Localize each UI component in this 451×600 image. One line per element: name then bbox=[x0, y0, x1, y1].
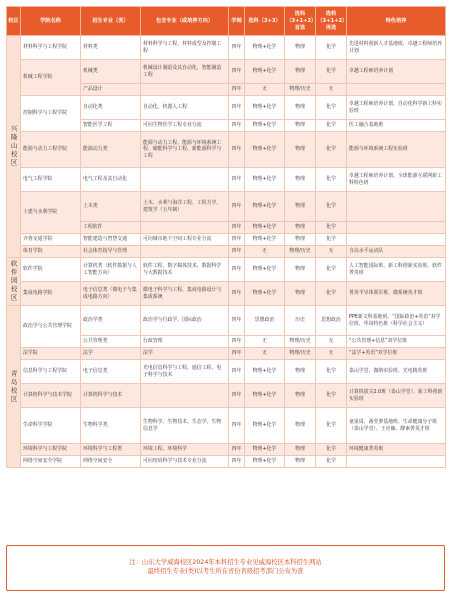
training-cell: 环境健康菁英班 bbox=[347, 444, 446, 456]
first-choice-cell: 物理 bbox=[285, 192, 316, 222]
subjects-cell: 无 bbox=[245, 348, 285, 360]
subjects-cell: 无 bbox=[245, 84, 285, 96]
second-choice-cell: 思想政治 bbox=[316, 306, 347, 336]
major-cell: 机械类 bbox=[81, 60, 141, 84]
footnote-box bbox=[6, 545, 445, 591]
duration-cell: 四年 bbox=[229, 384, 245, 408]
first-choice-cell: 物理 bbox=[285, 282, 316, 306]
major-cell: 计算机科学与技术 bbox=[81, 384, 141, 408]
first-choice-cell: 物理/历史 bbox=[285, 336, 316, 348]
header-first-choice: 选科（3+1+2）首选 bbox=[285, 7, 316, 36]
subjects-cell: 物理+化学 bbox=[245, 96, 285, 120]
second-choice-cell: 化学 bbox=[316, 258, 347, 282]
major-cell: 电子信息类（微电子与集成电路方向） bbox=[81, 282, 141, 306]
duration-cell: 四年 bbox=[229, 348, 245, 360]
header-special-training: 特色培养 bbox=[347, 7, 446, 36]
table-row bbox=[7, 60, 446, 84]
first-choice-cell: 物理 bbox=[285, 408, 316, 444]
first-choice-cell: 物理/历史 bbox=[285, 348, 316, 360]
table-row bbox=[7, 96, 446, 120]
table-row bbox=[7, 234, 446, 246]
major-cell: 网络空间安全 bbox=[81, 456, 141, 468]
second-choice-cell: 化学 bbox=[316, 444, 347, 456]
table-row bbox=[7, 36, 446, 60]
second-choice-cell: 化学 bbox=[316, 408, 347, 444]
subjects-cell: 物理+化学 bbox=[245, 36, 285, 60]
second-choice-cell: 化学 bbox=[316, 60, 347, 84]
training-cell bbox=[347, 234, 446, 246]
second-choice-cell: 化学 bbox=[316, 384, 347, 408]
major-cell: 社会体育指导与管理 bbox=[81, 246, 141, 258]
second-choice-cell: 化学 bbox=[316, 222, 347, 234]
duration-cell: 四年 bbox=[229, 456, 245, 468]
first-choice-cell: 物理 bbox=[285, 456, 316, 468]
first-choice-cell: 物理 bbox=[285, 120, 316, 132]
included-cell: 法学 bbox=[141, 348, 229, 360]
included-cell: 土木、水利与海洋工程、工程力学、建筑学（五年制） bbox=[141, 192, 229, 222]
training-cell: 菁英半导体领军班、微系统英才班 bbox=[347, 282, 446, 306]
footnote-line-2: 最终招生专业(类)以考生所在省份省级招考部门公布为准 bbox=[147, 568, 304, 575]
duration-cell: 四年 bbox=[229, 168, 245, 192]
table-row bbox=[7, 360, 446, 384]
subjects-cell: 物理+化学 bbox=[245, 132, 285, 168]
training-cell: 医工融合基地班 bbox=[347, 120, 446, 132]
college-cell: 机械工程学院 bbox=[21, 60, 81, 96]
major-cell: 公共管理类 bbox=[81, 336, 141, 348]
subjects-cell: 无 bbox=[245, 336, 285, 348]
college-cell: 能源与动力工程学院 bbox=[21, 132, 81, 168]
admissions-table-wrapper bbox=[6, 6, 445, 468]
table-row bbox=[7, 384, 446, 408]
subjects-cell: 物理+化学 bbox=[245, 60, 285, 84]
training-cell: 卓越工程师培养计划 bbox=[347, 60, 446, 84]
major-cell: 自动化类 bbox=[81, 96, 141, 120]
included-cell: 软件工程、数字媒体技术、数据科学与大数据技术 bbox=[141, 258, 229, 282]
included-cell bbox=[141, 168, 229, 192]
college-cell: 计算机科学与技术学院 bbox=[21, 384, 81, 408]
admissions-table bbox=[6, 6, 446, 468]
second-choice-cell: 无 bbox=[316, 84, 347, 96]
table-row bbox=[7, 306, 446, 336]
college-cell: 集成电路学院 bbox=[21, 282, 81, 306]
second-choice-cell: 化学 bbox=[316, 36, 347, 60]
header-second-choice: 选科（3+1+2）再选 bbox=[316, 7, 347, 36]
major-cell: 能源动力类 bbox=[81, 132, 141, 168]
header-campus: 校区 bbox=[7, 7, 21, 36]
first-choice-cell: 物理 bbox=[285, 222, 316, 234]
major-cell: 智能医学工程 bbox=[81, 120, 141, 132]
college-cell: 信息科学与工程学院 bbox=[21, 360, 81, 384]
college-cell: 政治学与公共管理学院 bbox=[21, 306, 81, 348]
duration-cell: 四年 bbox=[229, 336, 245, 348]
college-cell: 软件学院 bbox=[21, 258, 81, 282]
included-cell bbox=[141, 384, 229, 408]
included-cell: 材料科学与工程、材料成型及控制工程 bbox=[141, 36, 229, 60]
second-choice-cell: 化学 bbox=[316, 96, 347, 120]
college-cell: 生命科学学院 bbox=[21, 408, 81, 444]
table-row bbox=[7, 258, 446, 282]
header-college: 学院名称 bbox=[21, 7, 81, 36]
training-cell bbox=[347, 222, 446, 234]
duration-cell: 四年 bbox=[229, 246, 245, 258]
included-cell: 光电信息科学与工程、通信工程、电子科学与技术 bbox=[141, 360, 229, 384]
major-cell: 计算机类（软件数据与人工智能方向） bbox=[81, 258, 141, 282]
duration-cell: 四年 bbox=[229, 306, 245, 336]
major-cell: 法学 bbox=[81, 348, 141, 360]
table-row bbox=[7, 348, 446, 360]
college-cell: 法学院 bbox=[21, 348, 81, 360]
included-cell: 生物科学、生物技术、生态学、生物信息学 bbox=[141, 408, 229, 444]
college-cell: 体育学院 bbox=[21, 246, 81, 258]
second-choice-cell: 化学 bbox=[316, 234, 347, 246]
college-cell: 控制科学与工程学院 bbox=[21, 96, 81, 132]
training-cell: 能源与环境系统工程实验班 bbox=[347, 132, 446, 168]
header-subjects-3-3: 选科（3+3） bbox=[245, 7, 285, 36]
table-row bbox=[7, 444, 446, 456]
second-choice-cell: 化学 bbox=[316, 360, 347, 384]
major-cell: 土木类 bbox=[81, 192, 141, 222]
major-cell: 产品设计 bbox=[81, 84, 141, 96]
campus-qingdao: 青岛校区 bbox=[7, 306, 21, 468]
duration-cell: 四年 bbox=[229, 444, 245, 456]
duration-cell: 四年 bbox=[229, 222, 245, 234]
college-cell: 网络空间安全学院 bbox=[21, 456, 81, 468]
training-cell: 卓越工程师培养计划、自动化科学新工科实验班 bbox=[347, 96, 446, 120]
table-row bbox=[7, 132, 446, 168]
training-cell: “法学+英语”双学位班 bbox=[347, 348, 446, 360]
campus-xinglong: 兴隆山校区 bbox=[7, 36, 21, 258]
included-cell: 可向密码科学与技术专业分流 bbox=[141, 456, 229, 468]
first-choice-cell: 物理 bbox=[285, 258, 316, 282]
included-cell: 自动化、机器人工程 bbox=[141, 96, 229, 120]
first-choice-cell: 物理 bbox=[285, 132, 316, 168]
training-cell bbox=[347, 192, 446, 222]
training-cell: 计算机拔尖2.0班（泰山学堂）、新工科创新实验班 bbox=[347, 384, 446, 408]
subjects-cell: 无 bbox=[245, 246, 285, 258]
duration-cell: 四年 bbox=[229, 234, 245, 246]
subjects-cell: 物理+化学 bbox=[245, 192, 285, 222]
major-cell: 材料类 bbox=[81, 36, 141, 60]
included-cell: 机械设计制造及其自动化、智能制造工程 bbox=[141, 60, 229, 84]
second-choice-cell: 无 bbox=[316, 348, 347, 360]
duration-cell: 四年 bbox=[229, 132, 245, 168]
duration-cell: 四年 bbox=[229, 408, 245, 444]
training-cell bbox=[347, 84, 446, 96]
subjects-cell: 物理+化学 bbox=[245, 456, 285, 468]
subjects-cell: 物理+化学 bbox=[245, 222, 285, 234]
footnote-line-1: 注：山东大学威海校区2024年本科招生专业见威海校区本科招生网站 bbox=[129, 559, 322, 566]
training-cell: “公共管理+信息”双学位班 bbox=[347, 336, 446, 348]
first-choice-cell: 物理 bbox=[285, 234, 316, 246]
included-cell bbox=[141, 84, 229, 96]
duration-cell: 四年 bbox=[229, 96, 245, 120]
training-cell: 人工智能国际班、新工科创新实验班、软件菁英班 bbox=[347, 258, 446, 282]
training-cell: 泰山学堂、微纳实验班、光电精英班 bbox=[347, 360, 446, 384]
table-row bbox=[7, 282, 446, 306]
training-cell: 先进材料创新人才基地班、卓越工程师培养计划 bbox=[347, 36, 446, 60]
first-choice-cell: 物理 bbox=[285, 96, 316, 120]
subjects-cell: 物理+化学 bbox=[245, 360, 285, 384]
first-choice-cell: 物理 bbox=[285, 36, 316, 60]
major-cell: 智能建造与智慧交通 bbox=[81, 234, 141, 246]
subjects-cell: 物理+化学 bbox=[245, 282, 285, 306]
duration-cell: 四年 bbox=[229, 192, 245, 222]
header-major: 招生专业（类） bbox=[81, 7, 141, 36]
duration-cell: 四年 bbox=[229, 60, 245, 84]
campus-ruanjian: 软件园校区 bbox=[7, 258, 21, 306]
college-cell: 齐鲁交通学院 bbox=[21, 234, 81, 246]
college-cell: 电气工程学院 bbox=[21, 168, 81, 192]
subjects-cell: 物理+化学 bbox=[245, 234, 285, 246]
first-choice-cell: 物理/历史 bbox=[285, 246, 316, 258]
training-cell: PPE新文科基地班、“国际政治+英语”双学位班、华岗特色班（科学社会主义） bbox=[347, 306, 446, 336]
second-choice-cell: 化学 bbox=[316, 132, 347, 168]
included-cell bbox=[141, 222, 229, 234]
table-row bbox=[7, 168, 446, 192]
second-choice-cell: 化学 bbox=[316, 192, 347, 222]
duration-cell: 四年 bbox=[229, 282, 245, 306]
duration-cell: 四年 bbox=[229, 36, 245, 60]
first-choice-cell: 物理 bbox=[285, 360, 316, 384]
subjects-cell: 物理+化学 bbox=[245, 120, 285, 132]
included-cell: 微电子科学与工程、集成电路设计与集成系统 bbox=[141, 282, 229, 306]
major-cell: 政治学类 bbox=[81, 306, 141, 336]
first-choice-cell: 物理 bbox=[285, 60, 316, 84]
major-cell: 电子信息类 bbox=[81, 360, 141, 384]
included-cell bbox=[141, 246, 229, 258]
included-cell: 能源与动力工程、能源与环境系统工程、储能科学与工程、新能源科学与工程 bbox=[141, 132, 229, 168]
first-choice-cell: 物理 bbox=[285, 384, 316, 408]
major-cell: 工程软件 bbox=[81, 222, 141, 234]
subjects-cell: 物理+化学 bbox=[245, 258, 285, 282]
included-cell: 行政管理 bbox=[141, 336, 229, 348]
table-row bbox=[7, 408, 446, 444]
second-choice-cell: 无 bbox=[316, 246, 347, 258]
duration-cell: 四年 bbox=[229, 120, 245, 132]
training-cell: 含高水平运动队 bbox=[347, 246, 446, 258]
college-cell: 土建与水利学院 bbox=[21, 192, 81, 234]
second-choice-cell: 化学 bbox=[316, 168, 347, 192]
header-duration: 学制 bbox=[229, 7, 245, 36]
included-cell: 环境工程、环境科学 bbox=[141, 444, 229, 456]
subjects-cell: 思想政治 bbox=[245, 306, 285, 336]
second-choice-cell: 化学 bbox=[316, 456, 347, 468]
training-cell: 童第周、番竖萝基地班、生命健康分子班（泰山学堂）、王应睐、酵素菁英才班 bbox=[347, 408, 446, 444]
included-cell: 政治学与行政学、国际政治 bbox=[141, 306, 229, 336]
table-row bbox=[7, 246, 446, 258]
major-cell: 环境科学与工程类 bbox=[81, 444, 141, 456]
major-cell: 生物科学类 bbox=[81, 408, 141, 444]
duration-cell: 四年 bbox=[229, 360, 245, 384]
second-choice-cell: 化学 bbox=[316, 120, 347, 132]
second-choice-cell: 化学 bbox=[316, 282, 347, 306]
table-row bbox=[7, 192, 446, 222]
first-choice-cell: 物理/历史 bbox=[285, 84, 316, 96]
included-cell: 可向城市地下空间工程专业分流 bbox=[141, 234, 229, 246]
subjects-cell: 物理+化学 bbox=[245, 444, 285, 456]
subjects-cell: 物理+化学 bbox=[245, 168, 285, 192]
major-cell: 电气工程及其自动化 bbox=[81, 168, 141, 192]
first-choice-cell: 物理 bbox=[285, 444, 316, 456]
header-row bbox=[7, 7, 446, 36]
second-choice-cell: 无 bbox=[316, 336, 347, 348]
first-choice-cell: 物理 bbox=[285, 168, 316, 192]
table-row bbox=[7, 456, 446, 468]
included-cell: 可向生物医学工程专业分流 bbox=[141, 120, 229, 132]
duration-cell: 四年 bbox=[229, 258, 245, 282]
subjects-cell: 物理+化学 bbox=[245, 384, 285, 408]
subjects-cell: 物理+化学 bbox=[245, 408, 285, 444]
training-cell: 卓越工程师培养计划、全球能源互联网新工科特色班 bbox=[347, 168, 446, 192]
training-cell bbox=[347, 456, 446, 468]
first-choice-cell: 历史 bbox=[285, 306, 316, 336]
college-cell: 环境科学与工程学院 bbox=[21, 444, 81, 456]
college-cell: 材料科学与工程学院 bbox=[21, 36, 81, 60]
header-included-majors: 包含专业（或培养方向） bbox=[141, 7, 229, 36]
duration-cell: 四年 bbox=[229, 84, 245, 96]
